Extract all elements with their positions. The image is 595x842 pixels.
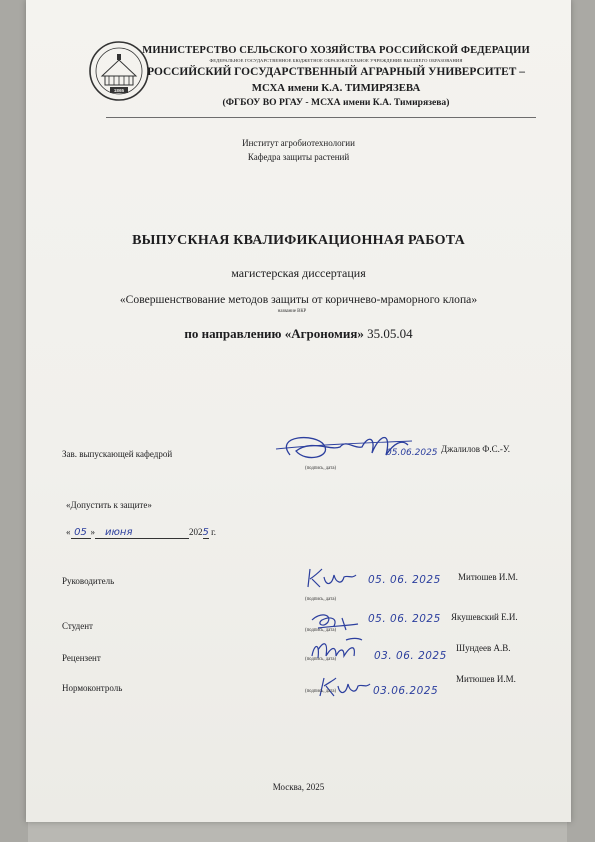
theme-caption: название ВКР <box>277 309 307 314</box>
head-of-dept-date: 05.06.2025 <box>386 448 438 458</box>
title-page <box>26 0 571 822</box>
student-label: Студент <box>62 621 93 631</box>
admit-day: 05 <box>71 527 91 539</box>
thesis-theme: «Совершенствование методов защиты от коричнево-мраморного клопа» <box>119 293 478 306</box>
normcontrol-label: Нормоконтроль <box>62 683 123 693</box>
document-subtitle: магистерская диссертация <box>231 266 366 280</box>
supervisor-caption: (подпись, дата) <box>305 597 337 602</box>
desk-right <box>567 0 595 842</box>
abbr-heading: (ФГБОУ ВО РГАУ - МСХА имени К.А. Тимирязева) <box>222 97 450 108</box>
normcontrol-name: Митюшев И.М. <box>456 674 516 684</box>
direction-code: 35.05.04 <box>363 326 413 341</box>
logo-year: 1865 <box>113 88 125 93</box>
direction-line <box>26 326 571 342</box>
student-date: 05. 06. 2025 <box>368 613 441 625</box>
admit-year-prefix: 202 <box>189 527 203 537</box>
normcontrol-caption: (подпись, дата) <box>305 689 337 694</box>
normcontrol-signature <box>316 674 374 700</box>
header-divider <box>106 117 536 118</box>
admit-date <box>66 527 316 539</box>
fgbou-heading: ФЕДЕРАЛЬНОЕ ГОСУДАРСТВЕННОЕ БЮДЖЕТНОЕ ОБРАЗОВАТЕЛЬНОЕ УЧРЕЖДЕНИЕ ВЫСШЕГО ОБРАЗОВАНИЯ <box>209 58 463 63</box>
reviewer-name: Шундеев А.В. <box>456 643 511 653</box>
reviewer-caption: (подпись, дата) <box>305 657 337 662</box>
supervisor-label: Руководитель <box>62 576 115 586</box>
admit-year-digit: 5 <box>202 527 209 538</box>
head-of-dept-name: Джалилов Ф.С.-У. <box>441 444 510 454</box>
city-year-footer: Москва, 2025 <box>272 782 325 792</box>
department-name: Кафедра защиты растений <box>247 152 350 162</box>
student-caption: (подпись, дата) <box>305 628 337 633</box>
desk-left <box>0 0 28 842</box>
supervisor-date: 05. 06. 2025 <box>368 574 441 586</box>
ministry-heading: МИНИСТЕРСТВО СЕЛЬСКОГО ХОЗЯЙСТВА РОССИЙСКОЙ ФЕДЕРАЦИИ <box>142 45 530 56</box>
head-of-dept-caption: (подпись, дата) <box>305 466 337 471</box>
reviewer-label: Рецензент <box>62 653 101 663</box>
supervisor-name: Митюшев И.М. <box>458 572 518 582</box>
admit-day-open-quote: « <box>66 527 71 537</box>
admit-year-suffix: г. <box>208 527 217 537</box>
normcontrol-date: 03.06.2025 <box>373 685 439 697</box>
student-name: Якушевский Е.И. <box>451 612 518 622</box>
msha-heading: МСХА имени К.А. ТИМИРЯЗЕВА <box>251 82 421 94</box>
supervisor-signature <box>304 565 364 591</box>
document-title: ВЫПУСКНАЯ КВАЛИФИКАЦИОННАЯ РАБОТА <box>132 233 465 248</box>
reviewer-date: 03. 06. 2025 <box>374 650 447 662</box>
head-of-dept-label: Зав. выпускающей кафедрой <box>62 449 173 459</box>
direction-name: по направлению «Агрономия» <box>184 326 364 341</box>
head-of-dept-signature <box>252 425 422 467</box>
admit-label: «Допустить к защите» <box>66 500 152 510</box>
admit-month: июня <box>95 527 189 539</box>
university-heading: РОССИЙСКИЙ ГОСУДАРСТВЕННЫЙ АГРАРНЫЙ УНИВЕРСИТЕТ – <box>147 66 525 78</box>
admit-day-close-quote: » <box>90 527 95 537</box>
institute-name: Институт агробиотехнологии <box>242 138 355 148</box>
